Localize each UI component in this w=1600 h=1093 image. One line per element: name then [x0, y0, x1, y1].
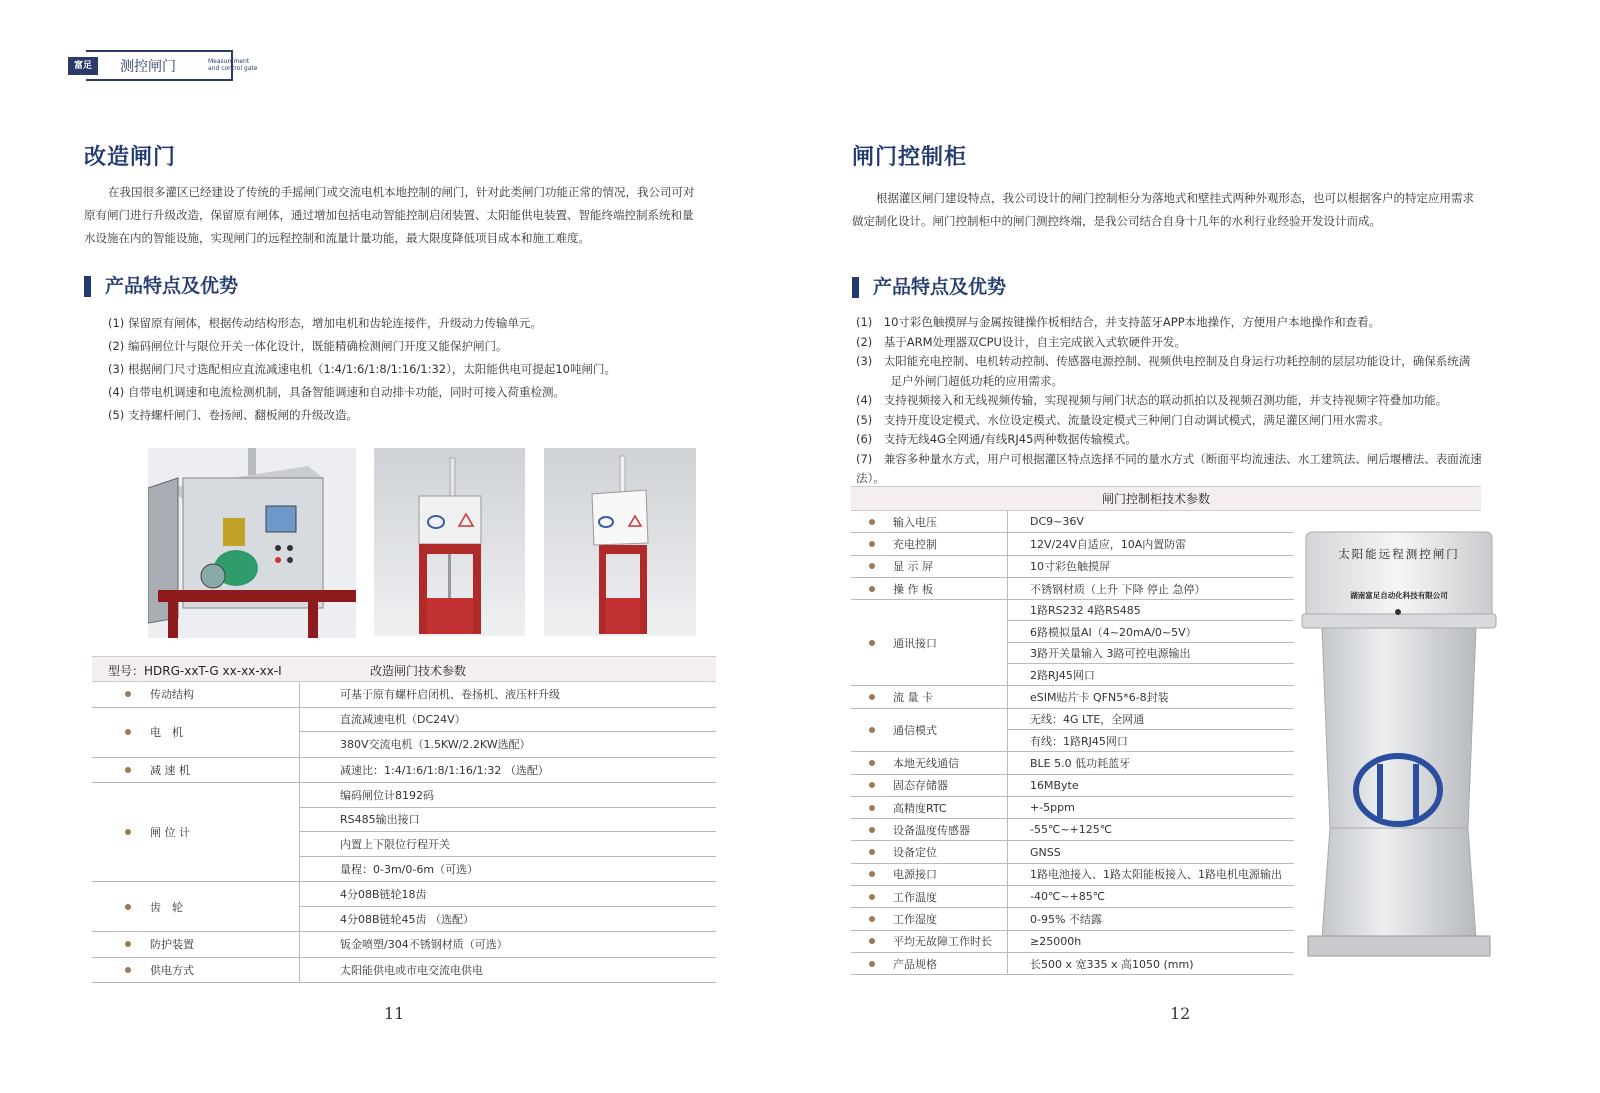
- row-value: 380V交流电机（1.5KW/2.2KW选配）: [340, 738, 531, 752]
- table-row: [851, 686, 1294, 708]
- row-label-cell: [851, 864, 1008, 885]
- row-values-cell: [1008, 797, 1294, 818]
- table-row: [851, 953, 1294, 975]
- cabinet-label: 太阳能远程测控闸门: [1338, 547, 1460, 561]
- row-label-cell: [92, 783, 300, 881]
- feature-item: (1) 10寸彩色触摸屏与金属按键操作板相结合，并支持蓝牙APP本地操作，方便用户本地操作和查看。: [856, 315, 1381, 329]
- row-values-cell: [1008, 709, 1294, 752]
- table-row: [851, 556, 1294, 578]
- row-value: 减速比：1:4/1:6/1:8/1:16/1:32 （选配）: [340, 763, 549, 777]
- table-row: [92, 932, 716, 958]
- row-values-cell: [1008, 819, 1294, 840]
- row-label: 充电控制: [893, 537, 937, 551]
- row-label: 防护装置: [150, 938, 194, 952]
- row-values-cell: [1008, 533, 1294, 554]
- bullet-icon: [869, 586, 875, 592]
- brand-english: Measurement and control gate: [208, 58, 258, 72]
- row-value: eSIM贴片卡 QFN5*6-8封装: [1030, 691, 1169, 705]
- row-label-cell: [851, 752, 1008, 773]
- row-label-cell: [851, 797, 1008, 818]
- row-label-cell: [92, 932, 300, 957]
- row-label-cell: [92, 708, 300, 757]
- table-row: [92, 682, 716, 708]
- row-value: 10寸彩色触摸屏: [1030, 560, 1110, 574]
- company-logo: 富足: [68, 57, 98, 75]
- row-value: 编码闸位计8192码: [300, 783, 716, 808]
- table-row: [851, 600, 1294, 686]
- row-value: 内置上下限位行程开关: [300, 832, 716, 857]
- row-value: +-5ppm: [1030, 801, 1075, 814]
- table-title: 改造闸门技术参数: [370, 664, 467, 678]
- row-label: 减 速 机: [150, 763, 190, 777]
- row-label: 平均无故障工作时长: [893, 935, 992, 949]
- table-row: [92, 882, 716, 932]
- row-value: 直流减速电机（DC24V）: [300, 708, 716, 733]
- retrofit-gate-front-image: [374, 448, 525, 636]
- page-number-right: 12: [1170, 1004, 1191, 1023]
- bullet-icon: [125, 904, 131, 910]
- row-value: 0-95% 不结露: [1030, 912, 1102, 926]
- bullet-icon: [869, 782, 875, 788]
- row-values-cell: [300, 682, 716, 707]
- row-values-cell: [1008, 686, 1294, 707]
- row-label-cell: [851, 709, 1008, 752]
- row-label: 电 机: [150, 726, 183, 739]
- row-label: 电源接口: [893, 868, 937, 882]
- bullet-icon: [869, 894, 875, 900]
- table-row: [851, 578, 1294, 600]
- bullet-icon: [125, 729, 131, 735]
- feature-item: (4) 自带电机调速和电流检测机制，具备智能调速和自动排卡功能，同时可接入荷重检测。: [108, 385, 565, 399]
- cabinet-company: 湖南富足自动化科技有限公司: [1350, 591, 1448, 600]
- table-row: [851, 908, 1294, 930]
- table-header: [92, 656, 716, 682]
- row-value: GNSS: [1030, 845, 1061, 859]
- bullet-icon: [869, 827, 875, 833]
- bullet-icon: [869, 849, 875, 855]
- row-values-cell: [1008, 953, 1294, 974]
- row-label: 固态存储器: [893, 779, 948, 793]
- right-intro-line: 做定制化设计。闸门控制柜中的闸门测控终端，是我公司结合自身十几年的水利行业经验开发设计而成。: [852, 214, 1381, 228]
- row-values-cell: [300, 758, 716, 783]
- row-label-cell: [92, 958, 300, 983]
- row-value: 4分08B链轮45齿 （选配）: [340, 912, 475, 926]
- row-label-cell: [851, 578, 1008, 599]
- table-row: [851, 709, 1294, 753]
- row-value: 量程：0-3m/0-6m（可选）: [340, 862, 479, 876]
- bullet-icon: [869, 727, 875, 733]
- feature-item: (2) 基于ARM处理器双CPU设计，自主完成嵌入式软硬件开发。: [856, 334, 1186, 349]
- row-value: 有线：1路RJ45网口: [1030, 734, 1128, 748]
- row-label-cell: [851, 775, 1008, 796]
- table-title: 闸门控制柜技术参数: [1101, 492, 1210, 506]
- bullet-icon: [869, 519, 875, 525]
- table-row: [851, 886, 1294, 908]
- row-value: 可基于原有螺杆启闭机、卷扬机、液压杆升级: [340, 688, 560, 702]
- table-row: [92, 708, 716, 758]
- row-value: BLE 5.0 低功耗蓝牙: [1030, 756, 1131, 770]
- row-value: 无线：4G LTE，全网通: [1008, 709, 1294, 730]
- row-label-cell: [92, 882, 300, 931]
- brand-header: [68, 50, 264, 82]
- table-row: [851, 819, 1294, 841]
- row-value: 钣金喷塑/304不锈钢材质（可选）: [340, 938, 508, 952]
- left-intro-line: 水设施在内的智能设施，实现闸门的远程控制和流量计量功能，最大限度降低项目成本和施工难度。: [84, 231, 590, 245]
- row-value: RS485输出接口: [300, 808, 716, 833]
- feature-item: (2) 编码闸位计与限位开关一体化设计，既能精确检测闸门开度又能保护闸门。: [108, 339, 508, 353]
- row-values-cell: [1008, 752, 1294, 773]
- table-row: [92, 783, 716, 882]
- row-label: 流 量 卡: [893, 691, 933, 705]
- row-value: 1路电池接入、1路太阳能板接入、1路电机电源输出: [1030, 868, 1282, 882]
- row-label-cell: [851, 931, 1008, 952]
- table-row: [851, 931, 1294, 953]
- right-intro-line: 根据灌区闸门建设特点，我公司设计的闸门控制柜分为落地式和壁挂式两种外观形态，也可以根据客户的特定应用需求: [876, 191, 1474, 205]
- right-features-list: [856, 313, 1496, 489]
- row-values-cell: [1008, 600, 1294, 685]
- row-value: -40℃~+85℃: [1030, 890, 1106, 904]
- bullet-icon: [869, 916, 875, 922]
- row-label: 传动结构: [150, 688, 194, 702]
- table-header: [851, 486, 1481, 511]
- row-label: 设备定位: [893, 846, 937, 860]
- row-values-cell: [1008, 775, 1294, 796]
- feature-item: (7) 兼容多种量水方式，用户可根据灌区特点选择不同的量水方式（断面平均流速法、水工建筑法、闸后堰槽法、表面流速法）。: [856, 451, 1482, 485]
- row-values-cell: [300, 708, 716, 757]
- table-row: [851, 511, 1294, 533]
- retrofit-gate-3d-image: [148, 448, 356, 638]
- row-value: ≥25000h: [1030, 934, 1082, 948]
- left-page-title: 改造闸门: [84, 145, 177, 170]
- row-values-cell: [300, 932, 716, 957]
- row-value: 6路模拟量AI（4~20mA/0~5V）: [1008, 621, 1294, 642]
- row-label: 设备温度传感器: [893, 823, 970, 837]
- row-value: 16MByte: [1030, 778, 1079, 792]
- row-label: 产品规格: [893, 957, 937, 971]
- bullet-icon: [869, 563, 875, 569]
- feature-item: (5) 支持螺杆闸门、卷扬闸、翻板闸的升级改造。: [108, 408, 358, 422]
- left-features-list: [108, 312, 718, 427]
- row-value: 1路RS232 4路RS485: [1008, 600, 1294, 621]
- row-values-cell: [1008, 511, 1294, 532]
- bullet-icon: [125, 941, 131, 947]
- bullet-icon: [869, 805, 875, 811]
- right-intro: [852, 187, 1492, 233]
- retrofit-gate-spec-table: [92, 656, 716, 983]
- right-page-title: 闸门控制柜: [852, 145, 968, 170]
- row-label-cell: [851, 556, 1008, 577]
- bullet-icon: [869, 871, 875, 877]
- control-cabinet-image: [1300, 528, 1498, 960]
- bullet-icon: [869, 541, 875, 547]
- row-values-cell: [1008, 886, 1294, 907]
- row-values-cell: [300, 882, 716, 931]
- table-row: [851, 775, 1294, 797]
- left-intro: [84, 181, 724, 250]
- row-value: 4分08B链轮18齿: [300, 882, 716, 907]
- feature-item: (1) 保留原有闸体，根据传动结构形态，增加电机和齿轮连接件，升级动力传输单元。: [108, 316, 542, 330]
- feature-item: (5) 支持开度设定模式、水位设定模式、流量设定模式三种闸门自动调试模式，满足灌区闸门用水需求。: [856, 412, 1390, 427]
- feature-item: (4) 支持视频接入和无线视频传输，实现视频与闸门状态的联动抓拍以及视频召测功能，并支持视频字符叠加功能。: [856, 393, 1448, 407]
- bullet-icon: [125, 767, 131, 773]
- table-row: [92, 758, 716, 784]
- row-label: 输入电压: [893, 515, 937, 529]
- row-label-cell: [851, 686, 1008, 707]
- row-values-cell: [300, 783, 716, 881]
- bullet-icon: [869, 760, 875, 766]
- feature-item: 足户外闸门超低功耗的应用需求。: [856, 373, 1063, 388]
- left-features-title: 产品特点及优势: [84, 276, 238, 297]
- feature-item: (6) 支持无线4G全网通/有线RJ45两种数据传输模式。: [856, 432, 1137, 446]
- right-features-title: 产品特点及优势: [852, 277, 1006, 298]
- row-label-cell: [851, 953, 1008, 974]
- row-value: 太阳能供电或市电交流电供电: [340, 963, 483, 977]
- table-row: [851, 533, 1294, 555]
- row-label-cell: [851, 600, 1008, 685]
- row-values-cell: [1008, 578, 1294, 599]
- left-intro-line: 在我国很多灌区已经建设了传统的手摇闸门或交流电机本地控制的闸门，针对此类闸门功能正常的情况，我公司可对: [108, 185, 695, 199]
- model-number: 型号：HDRG-xxT-G xx-xx-xx-I: [108, 664, 282, 678]
- page-number-left: 11: [384, 1004, 405, 1023]
- row-label: 操 作 板: [893, 582, 933, 596]
- left-intro-line: 原有闸门进行升级改造，保留原有闸体，通过增加包括电动智能控制启闭装置、太阳能供电装置、智能终端控制系统和量: [84, 208, 694, 222]
- row-label-cell: [851, 819, 1008, 840]
- row-label-cell: [851, 908, 1008, 929]
- row-value: 2路RJ45网口: [1030, 668, 1095, 682]
- bullet-icon: [869, 938, 875, 944]
- row-values-cell: [1008, 864, 1294, 885]
- row-value: 不锈钢材质（上升 下降 停止 急停）: [1030, 582, 1206, 596]
- table-row: [851, 752, 1294, 774]
- bullet-icon: [125, 829, 131, 835]
- row-value: -55℃~+125℃: [1030, 823, 1113, 837]
- row-value: 3路开关量输入 3路可控电源输出: [1008, 643, 1294, 664]
- bullet-icon: [869, 640, 875, 646]
- feature-item: (3) 太阳能充电控制、电机转动控制、传感器电源控制、视频供电控制及自身运行功耗控制的层层功能设计，确保系统满: [856, 354, 1471, 368]
- row-label: 齿 轮: [150, 900, 183, 914]
- row-label-cell: [851, 511, 1008, 532]
- row-label: 供电方式: [150, 963, 194, 977]
- bullet-icon: [125, 691, 131, 697]
- table-row: [92, 958, 716, 984]
- row-label-cell: [851, 841, 1008, 862]
- row-value: 长500 x 宽335 x 高1050 (mm): [1030, 957, 1194, 971]
- row-value: 12V/24V自适应，10A内置防雷: [1030, 537, 1187, 551]
- row-values-cell: [1008, 841, 1294, 862]
- bullet-icon: [869, 694, 875, 700]
- row-values-cell: [1008, 556, 1294, 577]
- row-label: 工作湿度: [893, 912, 937, 926]
- bullet-icon: [125, 967, 131, 973]
- row-values-cell: [300, 958, 716, 983]
- row-label: 高精度RTC: [893, 801, 947, 815]
- row-label-cell: [92, 758, 300, 783]
- row-value: DC9~36V: [1030, 515, 1084, 529]
- row-label: 本地无线通信: [893, 756, 959, 770]
- row-label-cell: [851, 533, 1008, 554]
- table-row: [851, 864, 1294, 886]
- feature-item: (3) 根据闸门尺寸选配相应直流减速电机（1:4/1:6/1:8/1:16/1:32），太阳能供电可提起10吨闸门。: [108, 362, 616, 376]
- row-label: 工作温度: [893, 890, 937, 904]
- row-values-cell: [1008, 931, 1294, 952]
- row-values-cell: [1008, 908, 1294, 929]
- row-label-cell: [92, 682, 300, 707]
- table-row: [851, 841, 1294, 863]
- row-label: 闸 位 计: [150, 826, 190, 839]
- brand-title: 测控闸门: [120, 59, 176, 75]
- table-row: [851, 797, 1294, 819]
- row-label: 通讯接口: [893, 636, 937, 650]
- bullet-icon: [869, 961, 875, 967]
- row-label-cell: [851, 886, 1008, 907]
- row-label: 显 示 屏: [893, 560, 933, 574]
- retrofit-gate-side-image: [544, 448, 696, 636]
- row-label: 通信模式: [893, 723, 937, 737]
